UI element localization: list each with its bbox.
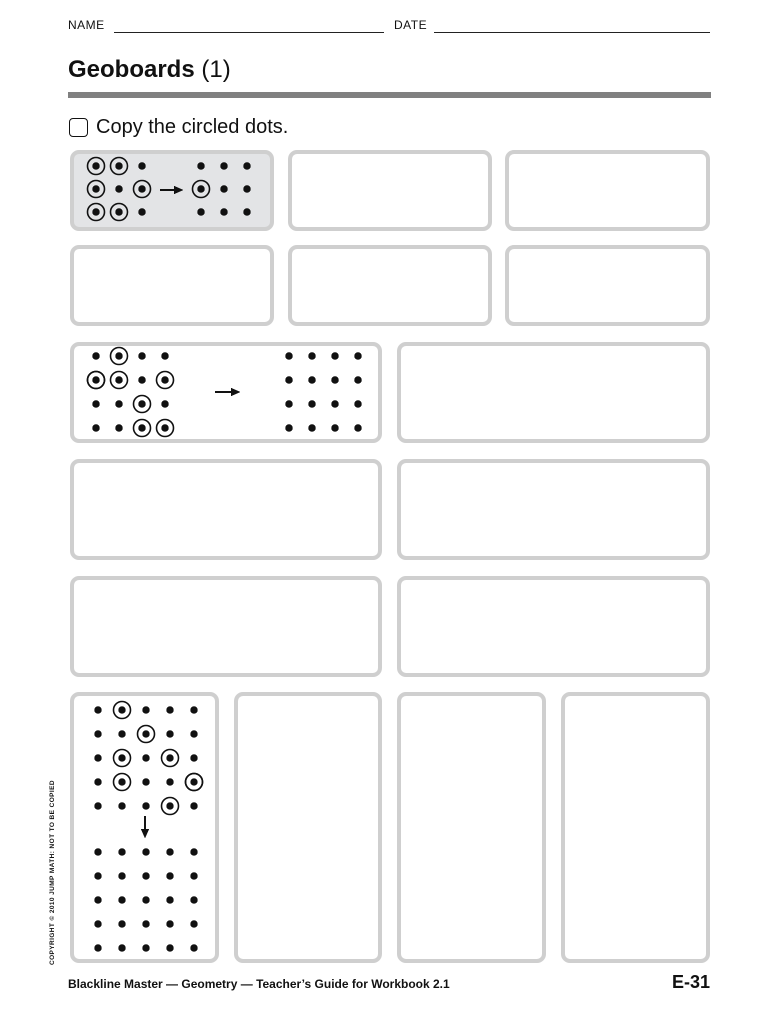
- bottom-grid-dot: [190, 944, 197, 951]
- date-field[interactable]: [434, 32, 710, 33]
- left-grid-dot: [138, 162, 145, 169]
- right-grid-dot: [354, 424, 361, 431]
- top-grid-dot: [94, 802, 101, 809]
- left-grid-dot: [138, 352, 145, 359]
- right-grid-dot: [354, 352, 361, 359]
- name-field[interactable]: [114, 32, 384, 33]
- geoboard-panel: [70, 245, 274, 326]
- geoboard-drawing: [70, 459, 382, 560]
- left-grid-dot: [161, 376, 168, 383]
- right-grid-dot: [243, 162, 250, 169]
- left-grid-dot: [161, 352, 168, 359]
- bottom-grid-dot: [190, 848, 197, 855]
- geoboard-panel: [505, 245, 710, 326]
- page-number: E-31: [671, 972, 710, 992]
- left-grid-dot: [92, 400, 99, 407]
- top-grid-dot: [166, 778, 173, 785]
- right-grid-dot: [354, 400, 361, 407]
- geoboard-drawing: [70, 245, 274, 326]
- left-grid-dot: [115, 400, 122, 407]
- left-grid-dot: [92, 185, 99, 192]
- left-grid-dot: [115, 185, 122, 192]
- geoboard-drawing: [561, 692, 710, 963]
- top-grid-dot: [94, 706, 101, 713]
- bottom-grid-dot: [118, 944, 125, 951]
- right-grid-dot: [220, 208, 227, 215]
- top-grid-dot: [142, 706, 149, 713]
- right-grid-dot: [285, 424, 292, 431]
- geoboard-panel: [505, 150, 710, 231]
- bottom-grid-dot: [94, 944, 101, 951]
- bottom-grid-dot: [142, 872, 149, 879]
- right-grid-dot: [354, 376, 361, 383]
- right-grid-dot: [197, 208, 204, 215]
- bottom-grid-dot: [166, 896, 173, 903]
- bottom-grid-dot: [94, 872, 101, 879]
- instruction-text: Copy the circled dots.: [96, 116, 289, 138]
- right-grid-dot: [331, 400, 338, 407]
- geoboard-panel: [288, 150, 492, 231]
- left-grid-dot: [138, 185, 145, 192]
- geoboard-drawing: [397, 692, 546, 963]
- right-grid-dot: [308, 400, 315, 407]
- right-grid-dot: [220, 185, 227, 192]
- bottom-grid-dot: [142, 896, 149, 903]
- copyright-notice: COPYRIGHT © 2010 JUMP MATH: NOT TO BE COPIED: [49, 780, 56, 965]
- top-grid-dot: [191, 779, 198, 786]
- title-main: Geoboards: [68, 56, 195, 83]
- bottom-grid-dot: [166, 848, 173, 855]
- geoboard-panel: [234, 692, 382, 963]
- left-grid-dot: [115, 162, 122, 169]
- bottom-grid-dot: [142, 944, 149, 951]
- bottom-grid-dot: [94, 896, 101, 903]
- right-grid-dot: [197, 162, 204, 169]
- left-grid-dot: [138, 208, 145, 215]
- left-grid-dot: [115, 376, 122, 383]
- top-grid-dot: [118, 802, 125, 809]
- top-grid-dot: [190, 802, 197, 809]
- geoboard-drawing: [70, 576, 382, 677]
- right-grid-dot: [285, 376, 292, 383]
- geoboard-panel: [70, 576, 382, 677]
- top-grid-dot: [142, 802, 149, 809]
- right-grid-dot: [331, 376, 338, 383]
- top-grid-dot: [142, 778, 149, 785]
- geoboard-drawing: [505, 150, 710, 231]
- top-grid-dot: [166, 802, 173, 809]
- right-grid-dot: [243, 208, 250, 215]
- right-grid-dot: [285, 352, 292, 359]
- bottom-grid-dot: [190, 872, 197, 879]
- right-grid-dot: [308, 424, 315, 431]
- geoboard-drawing: [397, 342, 710, 443]
- top-grid-dot: [94, 730, 101, 737]
- page-title: [68, 56, 231, 84]
- geoboard-panel: [397, 342, 710, 443]
- top-grid-dot: [118, 730, 125, 737]
- geoboard-panel: [561, 692, 710, 963]
- geoboard-drawing: [288, 245, 492, 326]
- right-grid-dot: [308, 376, 315, 383]
- left-grid-dot: [138, 424, 145, 431]
- left-grid-dot: [161, 400, 168, 407]
- left-grid-dot: [139, 401, 146, 408]
- top-grid-dot: [118, 706, 125, 713]
- geoboard-drawing: [397, 459, 710, 560]
- bottom-grid-dot: [94, 848, 101, 855]
- instruction-checkbox[interactable]: [69, 118, 88, 137]
- top-grid-dot: [142, 730, 149, 737]
- geoboard-panel: [70, 459, 382, 560]
- geoboard-panel: [288, 245, 492, 326]
- right-grid-dot: [220, 162, 227, 169]
- geoboard-drawing: [505, 245, 710, 326]
- right-grid-dot: [285, 400, 292, 407]
- right-grid-dot: [308, 352, 315, 359]
- left-grid-dot: [92, 162, 99, 169]
- top-grid-dot: [190, 754, 197, 761]
- geoboard-drawing: [397, 576, 710, 677]
- right-grid-dot: [197, 185, 204, 192]
- bottom-grid-dot: [118, 848, 125, 855]
- bottom-grid-dot: [166, 872, 173, 879]
- title-suffix: (1): [194, 56, 231, 83]
- top-grid-dot: [94, 754, 101, 761]
- top-grid-dot: [166, 730, 173, 737]
- left-grid-dot: [92, 208, 99, 215]
- left-grid-dot: [161, 424, 168, 431]
- bottom-grid-dot: [190, 896, 197, 903]
- left-grid-dot: [115, 424, 122, 431]
- geoboard-panel: [397, 576, 710, 677]
- top-grid-dot: [118, 754, 125, 761]
- geoboard-panel: [397, 692, 546, 963]
- top-grid-dot: [167, 755, 174, 762]
- bottom-grid-dot: [166, 944, 173, 951]
- bottom-grid-dot: [190, 920, 197, 927]
- bottom-grid-dot: [142, 848, 149, 855]
- left-grid-dot: [115, 352, 122, 359]
- geoboard-drawing: [288, 150, 492, 231]
- title-rule: [68, 92, 711, 98]
- left-grid-dot: [138, 376, 145, 383]
- name-label: NAME: [68, 18, 105, 32]
- bottom-grid-dot: [118, 920, 125, 927]
- geoboard-drawing: [234, 692, 382, 963]
- right-grid-dot: [331, 424, 338, 431]
- left-grid-dot: [92, 424, 99, 431]
- left-grid-dot: [116, 209, 123, 216]
- bottom-grid-dot: [166, 920, 173, 927]
- left-grid-dot: [93, 377, 100, 384]
- bottom-grid-dot: [118, 896, 125, 903]
- date-label: DATE: [394, 18, 428, 32]
- footer-text: Blackline Master — Geometry — Teacher’s Guide for Workbook 2.1: [68, 977, 450, 991]
- right-grid-dot: [331, 352, 338, 359]
- top-grid-dot: [190, 730, 197, 737]
- bottom-grid-dot: [94, 920, 101, 927]
- bottom-grid-dot: [142, 920, 149, 927]
- left-grid-dot: [92, 352, 99, 359]
- top-grid-dot: [118, 778, 125, 785]
- geoboard-panel: [397, 459, 710, 560]
- top-grid-dot: [190, 706, 197, 713]
- right-grid-dot: [243, 185, 250, 192]
- top-grid-dot: [142, 754, 149, 761]
- top-grid-dot: [166, 706, 173, 713]
- bottom-grid-dot: [118, 872, 125, 879]
- top-grid-dot: [94, 778, 101, 785]
